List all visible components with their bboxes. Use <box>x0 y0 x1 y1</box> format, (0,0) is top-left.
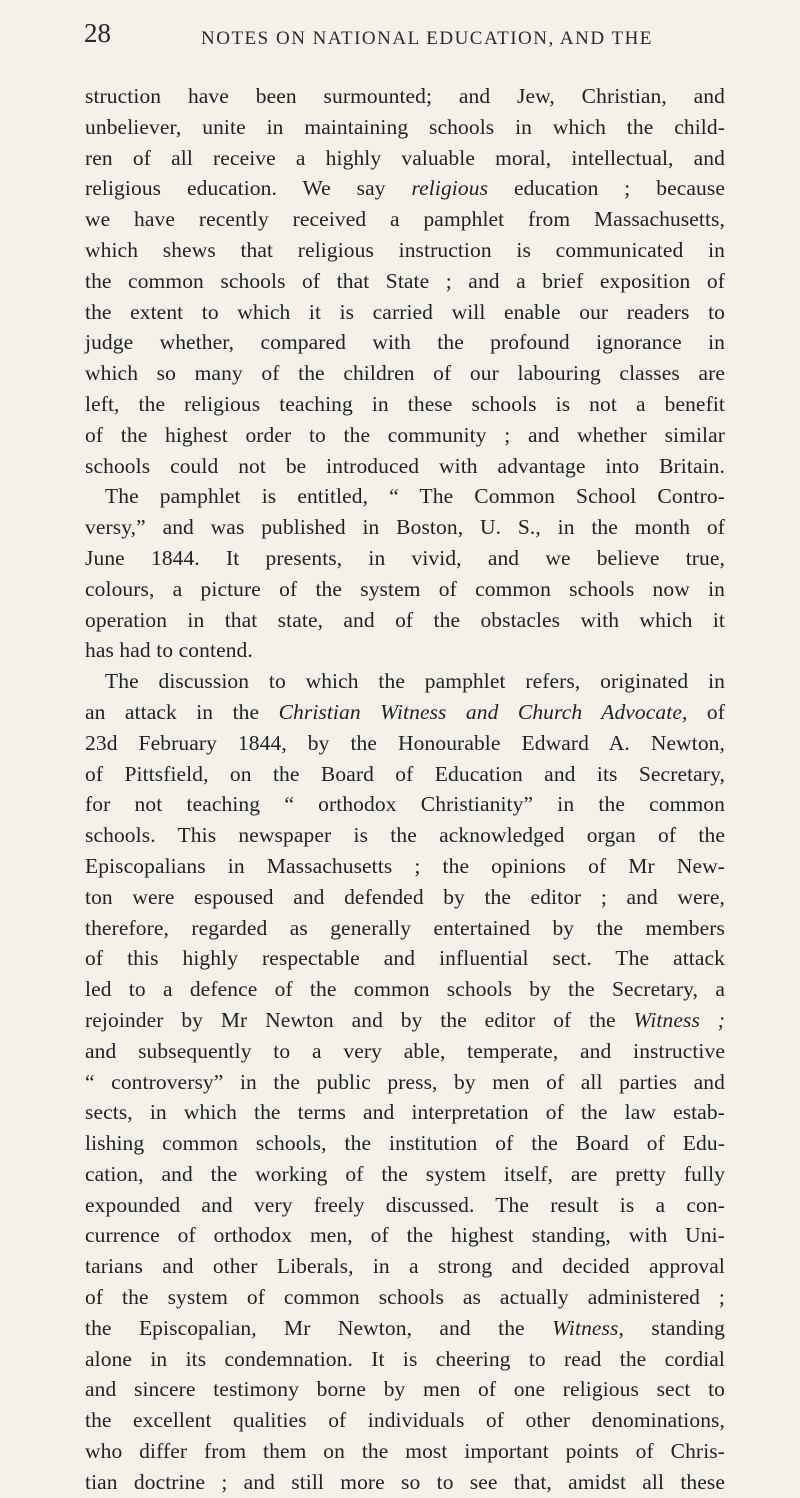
italic-text: Witness <box>552 1315 619 1340</box>
text-line <box>85 943 725 974</box>
text-line <box>85 358 725 389</box>
text-line <box>85 1005 725 1036</box>
text-segment: currence of orthodox men, of the highest standing, with Uni- <box>85 1223 725 1248</box>
text-segment: ton were espoused and defended by the editor ; and were, <box>85 884 725 909</box>
text-line <box>85 1220 725 1251</box>
body-text <box>85 81 725 1498</box>
text-segment: June 1844. It presents, in vivid, and we believe true, <box>85 545 725 570</box>
text-line <box>85 974 725 1005</box>
text-line <box>85 143 725 174</box>
text-segment: the common schools of that State ; and a brief exposition of <box>85 268 725 293</box>
text-line <box>85 1467 725 1498</box>
text-segment: operation in that state, and of the obstacles with which it <box>85 607 725 632</box>
text-segment: education ; because <box>488 176 725 201</box>
text-segment: has had to contend. <box>85 638 253 663</box>
text-segment: , standing <box>618 1315 726 1340</box>
text-segment: we have recently received a pamphlet from Massachusetts, <box>85 207 725 232</box>
text-line <box>85 297 725 328</box>
text-segment: of this highly respectable and influential sect. The attack <box>85 946 725 971</box>
text-segment: therefore, regarded as generally entertained by the members <box>85 915 725 940</box>
text-segment: tian doctrine ; and still more so to see that, amidst all these <box>85 1469 725 1494</box>
text-line <box>85 728 725 759</box>
text-line <box>85 327 725 358</box>
page-number: 28 <box>84 18 111 48</box>
text-segment: unbeliever, unite in maintaining schools in which the child- <box>85 114 725 139</box>
text-line <box>85 1344 725 1375</box>
text-segment: The pamphlet is entitled, “ The Common School Contro- <box>105 484 725 509</box>
text-segment: versy,” and was published in Boston, U. S., in the month of <box>85 515 725 540</box>
text-segment: sects, in which the terms and interpretation of the law estab- <box>85 1100 725 1125</box>
text-segment: schools. This newspaper is the acknowledged organ of the <box>85 823 725 848</box>
text-segment: the Episcopalian, Mr Newton, and the <box>85 1315 553 1340</box>
page-header <box>0 14 800 54</box>
text-segment: ren of all receive a highly valuable moral, intellectual, and <box>85 145 725 170</box>
text-line <box>85 1159 725 1190</box>
text-segment: an attack in the <box>85 699 279 724</box>
text-line <box>85 913 725 944</box>
text-segment: Episcopalians in Massachusetts ; the opinions of Mr New- <box>85 853 725 878</box>
text-segment: schools could not be introduced with advantage into Britain. <box>85 453 725 478</box>
text-line <box>85 820 725 851</box>
italic-text: Witness ; <box>633 1007 725 1032</box>
text-segment: 23d February 1844, by the Honourable Edward A. Newton, <box>85 730 725 755</box>
text-line <box>85 451 725 482</box>
text-line <box>85 1374 725 1405</box>
text-segment: judge whether, compared with the profound ignorance in <box>85 330 725 355</box>
text-segment: rejoinder by Mr Newton and by the editor of the <box>85 1007 634 1032</box>
text-line <box>85 266 725 297</box>
text-line <box>85 204 725 235</box>
text-segment: tarians and other Liberals, in a strong and decided approval <box>85 1254 725 1279</box>
text-line <box>85 635 725 666</box>
text-line <box>85 851 725 882</box>
text-line <box>85 481 725 512</box>
text-line <box>85 389 725 420</box>
text-line <box>85 666 725 697</box>
text-line <box>85 697 725 728</box>
text-segment: and subsequently to a very able, temperate, and instructive <box>85 1038 725 1063</box>
text-line <box>85 1190 725 1221</box>
italic-text: religious <box>411 176 489 201</box>
text-segment: and sincere testimony borne by men of one religious sect to <box>85 1377 725 1402</box>
text-line <box>85 420 725 451</box>
text-line <box>85 112 725 143</box>
text-segment: religious education. We say <box>85 176 412 201</box>
text-segment: which so many of the children of our labouring classes are <box>85 361 725 386</box>
text-segment: of Pittsfield, on the Board of Education and its Secretary, <box>85 761 725 786</box>
text-segment: of the system of common schools as actually administered ; <box>85 1285 725 1310</box>
text-segment: lishing common schools, the institution of the Board of Edu- <box>85 1131 725 1156</box>
text-line <box>85 512 725 543</box>
text-segment: , of <box>682 699 725 724</box>
text-line <box>85 1282 725 1313</box>
text-segment: expounded and very freely discussed. The result is a con- <box>85 1192 725 1217</box>
text-segment: which shews that religious instruction is communicated in <box>85 237 725 262</box>
text-segment: led to a defence of the common schools by the Secretary, a <box>85 977 725 1002</box>
text-line <box>85 759 725 790</box>
text-segment: colours, a picture of the system of common schools now in <box>85 576 725 601</box>
italic-text: Christian Witness and Church Advocate <box>278 699 682 724</box>
running-head: NOTES ON NATIONAL EDUCATION, AND THE <box>201 28 653 49</box>
text-line <box>85 1436 725 1467</box>
text-segment: who differ from them on the most important points of Chris- <box>85 1439 725 1464</box>
text-segment: “ controversy” in the public press, by men of all parties and <box>85 1069 725 1094</box>
text-segment: cation, and the working of the system itself, are pretty fully <box>85 1161 725 1186</box>
text-line <box>85 1128 725 1159</box>
text-line <box>85 574 725 605</box>
text-line <box>85 543 725 574</box>
text-line <box>85 173 725 204</box>
text-segment: for not teaching “ orthodox Christianity” in the common <box>85 792 725 817</box>
text-segment: of the highest order to the community ; and whether similar <box>85 422 725 447</box>
text-line <box>85 882 725 913</box>
text-segment: the excellent qualities of individuals of other denominations, <box>85 1408 725 1433</box>
text-line <box>85 1405 725 1436</box>
text-segment: alone in its condemnation. It is cheering to read the cordial <box>85 1346 725 1371</box>
text-line <box>85 1097 725 1128</box>
text-line <box>85 789 725 820</box>
text-line <box>85 1036 725 1067</box>
text-line <box>85 1313 725 1344</box>
text-segment: The discussion to which the pamphlet refers, originated in <box>105 669 725 694</box>
text-line <box>85 605 725 636</box>
text-segment: left, the religious teaching in these schools is not a benefit <box>85 391 725 416</box>
text-line <box>85 1067 725 1098</box>
text-line <box>85 1251 725 1282</box>
text-line <box>85 235 725 266</box>
text-segment: struction have been surmounted; and Jew, Christian, and <box>85 84 725 108</box>
text-segment: the extent to which it is carried will enable our readers to <box>85 299 725 324</box>
text-line <box>85 81 725 112</box>
